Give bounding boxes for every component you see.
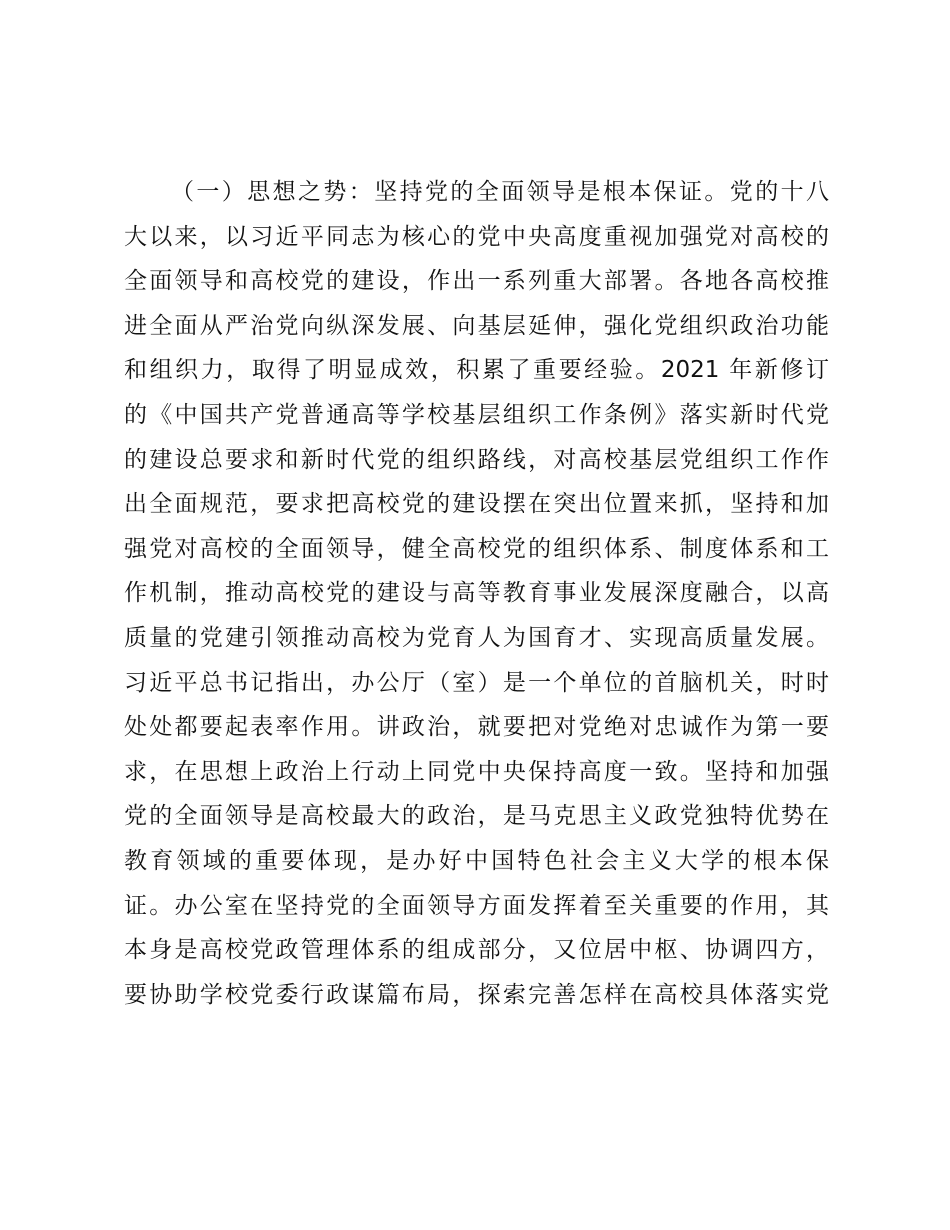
paragraph-line-16: 教育领域的重要体现，是办好中国特色社会主义大学的根本保: [124, 847, 829, 874]
paragraph-line-6: 的《中国共产党普通高等学校基层组织工作条例》落实新时代党: [124, 401, 829, 428]
body-paragraph: [124, 170, 829, 1017]
paragraph-line-8: 出全面规范，要求把高校党的建设摆在突出位置来抓，坚持和加: [124, 491, 829, 518]
paragraph-line-7: 的建设总要求和新时代党的组织路线，对高校基层党组织工作作: [124, 446, 829, 473]
paragraph-line-17: 证。办公室在坚持党的全面领导方面发挥着至关重要的作用，其: [124, 892, 829, 919]
paragraph-line-9: 强党对高校的全面领导，健全高校党的组织体系、制度体系和工: [124, 535, 829, 562]
paragraph-line-4: 进全面从严治党向纵深发展、向基层延伸，强化党组织政治功能: [124, 312, 829, 339]
paragraph-line-10: 作机制，推动高校党的建设与高等教育事业发展深度融合，以高: [124, 580, 829, 607]
paragraph-line-2: 大以来，以习近平同志为核心的党中央高度重视加强党对高校的: [124, 223, 829, 250]
paragraph-line-13: 处处都要起表率作用。讲政治，就要把对党绝对忠诚作为第一要: [124, 714, 829, 741]
paragraph-line-11: 质量的党建引领推动高校为党育人为国育才、实现高质量发展。: [124, 624, 829, 651]
paragraph-line-3: 全面领导和高校党的建设，作出一系列重大部署。各地各高校推: [124, 268, 829, 295]
paragraph-line-1: （一）思想之势：坚持党的全面领导是根本保证。党的十八: [171, 179, 829, 205]
paragraph-line-18: 本身是高校党政管理体系的组成部分，又位居中枢、协调四方，: [124, 937, 829, 964]
paragraph-line-19: 要协助学校党委行政谋篇布局，探索完善怎样在高校具体落实党: [124, 981, 829, 1008]
paragraph-line-12: 习近平总书记指出，办公厅（室）是一个单位的首脑机关，时时: [124, 669, 829, 696]
paragraph-line-5: 和组织力，取得了明显成效，积累了重要经验。2021 年新修订: [124, 357, 829, 384]
paragraph-line-14: 求，在思想上政治上行动上同党中央保持高度一致。坚持和加强: [124, 758, 829, 785]
paragraph-line-15: 党的全面领导是高校最大的政治，是马克思主义政党独特优势在: [124, 803, 829, 830]
